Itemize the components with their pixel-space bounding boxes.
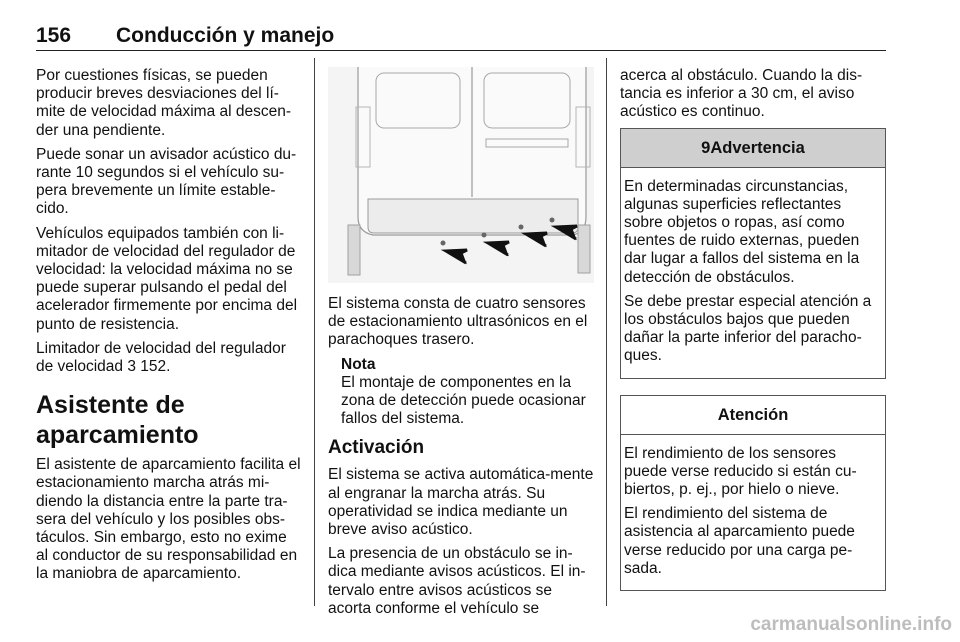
caution-header (621, 396, 885, 435)
van-rear-drawing (328, 67, 594, 283)
paragraph: En determinadas circunstancias, algunas superficies reflectantes sobre objetos o ropas, así como fuentes de ruido externas, pueden dar lugar a fallos del sistema en la detección de obstáculos. (624, 177, 860, 286)
column-right (620, 67, 886, 607)
column-divider (606, 58, 607, 606)
paragraph: Se debe prestar especial atención a los obstáculos bajos que pueden dañar la parte inferior del paracho-ques. (624, 292, 872, 365)
column-middle (328, 67, 594, 624)
cross-reference (36, 340, 302, 376)
paragraph: Puede sonar un avisador acústico du-rante 10 segundos si el vehículo su-pera brevemente un límite estable-cido. (36, 145, 297, 218)
subsection-heading: Activación (328, 437, 425, 459)
caution-body (621, 435, 885, 590)
column-divider (314, 58, 315, 606)
warning-box (620, 128, 886, 379)
arrow-reference-icon: 3 (127, 358, 136, 376)
caution-box (620, 395, 886, 591)
sensor-marker (519, 225, 524, 230)
sensor-marker (550, 218, 555, 223)
paragraph: Por cuestiones físicas, se pueden producir breves desviaciones del lí-mite de velocidad máxima al descen-der una pendiente. (36, 67, 292, 139)
left-wheel (348, 225, 360, 275)
section-heading: Asistente de aparcamiento (36, 391, 199, 450)
section-title: Conducción y manejo (116, 24, 335, 47)
figure-caption: El sistema consta de cuatro sensores de estacionamiento ultrasónicos en el parachoques trasero. (328, 295, 588, 349)
note-title: Nota (341, 355, 376, 373)
right-wheel (578, 225, 590, 273)
rear-bumper (368, 199, 578, 233)
page-number: 156 (36, 24, 72, 47)
paragraph: El rendimiento del sistema de asistencia al aparcamiento puede verse reducido por una carga pe-sada. (624, 505, 855, 577)
reference-text: Limitador de velocidad del regulador de velocidad (36, 339, 286, 376)
column-left (36, 67, 302, 590)
paragraph: Vehículos equipados también con li-mitador de velocidad del regulador de velocidad: la velocidad máxima no se puede superar pulsando el pedal del acelerador firmemente por encima del punto de resistencia. (36, 224, 298, 333)
caution-title: Atención (717, 405, 789, 424)
note-block (341, 356, 594, 429)
sensor-marker (441, 241, 446, 246)
warning-header (621, 129, 885, 168)
page-header (36, 24, 886, 51)
paragraph: La presencia de un obstáculo se in-dica mediante avisos acústicos. El in-tervalo entre avisos acústicos se acorta conforme el vehículo se (328, 545, 586, 617)
warning-body (621, 168, 885, 378)
note-text: El montaje de componentes en la zona de detección puede ocasionar fallos del sistema. (341, 373, 586, 428)
van-rear-sensors-illustration (328, 67, 594, 283)
reference-page: 152. (135, 358, 171, 376)
sensor-marker (482, 233, 487, 238)
warning-title: Advertencia (710, 138, 805, 157)
warning-triangle-icon: 9 (701, 138, 711, 157)
paragraph: El sistema se activa automática-mente al engranar la marcha atrás. Su operatividad se indica mediante un breve aviso acústico. (328, 466, 594, 539)
watermark: carmanualsonline.info (750, 614, 952, 635)
paragraph: El asistente de aparcamiento facilita el estacionamiento marcha atrás mi-diendo la distancia entre la parte tra-sera del vehículo y los posibles obs-táculos. Sin embargo, esto no exime al conductor de su responsabilidad en la maniobra de aparcamiento. (36, 456, 301, 583)
paragraph: El rendimiento de los sensores puede verse reducido si están cu-biertos, p. ej., por hielo o nieve. (624, 444, 857, 499)
paragraph: acerca al obstáculo. Cuando la dis-tancia es inferior a 30 cm, el aviso acústico es continuo. (620, 67, 863, 121)
